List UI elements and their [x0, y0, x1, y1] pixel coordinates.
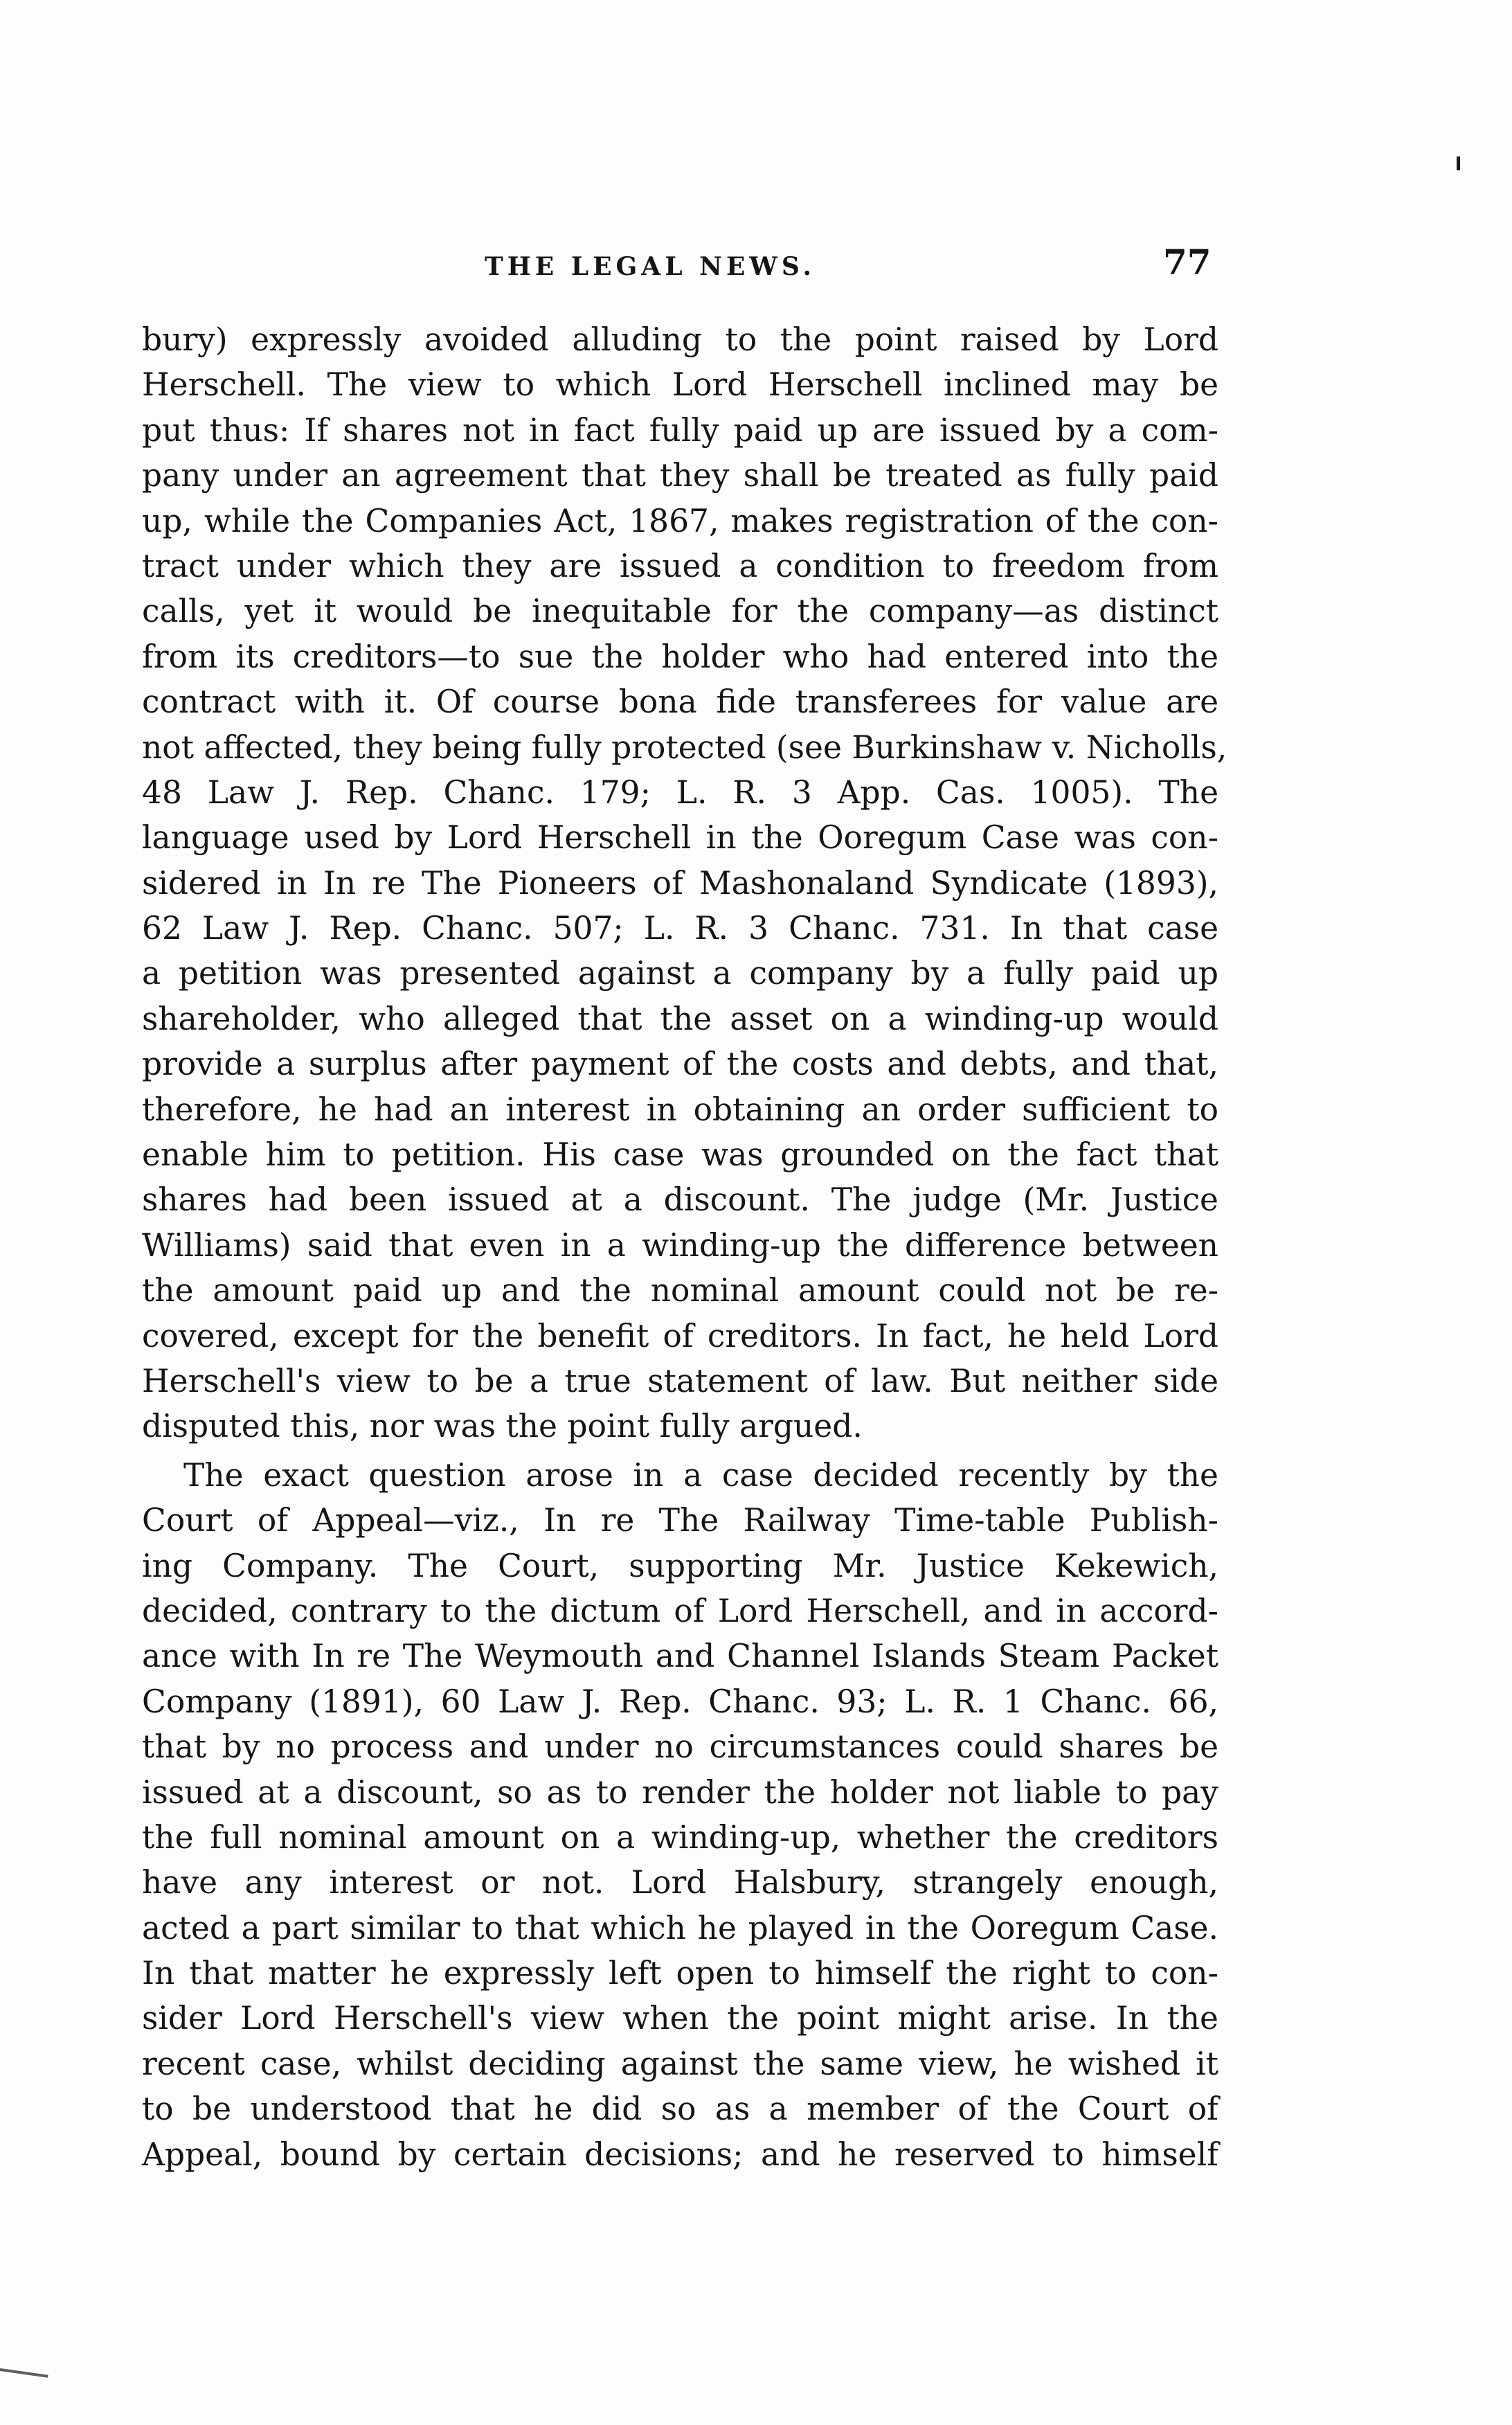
text-line: therefore, he had an interest in obtaining an order sufficient to: [142, 1091, 1218, 1128]
text-line: 48 Law J. Rep. Chanc. 179; L. R. 3 App. Cas. 1005). The: [142, 773, 1218, 811]
text-line: provide a surplus after payment of the costs and debts, and that,: [142, 1046, 1218, 1083]
text-line: the full nominal amount on a winding-up, whether the creditors: [142, 1818, 1218, 1856]
text-line: shares had been issued at a discount. The judge (Mr. Justice: [142, 1181, 1218, 1219]
print-mark: [1457, 156, 1460, 170]
text-line: Company (1891), 60 Law J. Rep. Chanc. 93; L. R. 1 Chanc. 66,: [142, 1683, 1218, 1720]
text-line: sider Lord Herschell's view when the point might arise. In the: [142, 2000, 1218, 2037]
scan-edge-mark: [0, 2368, 48, 2378]
text-line: the amount paid up and the nominal amount could not be re-: [142, 1272, 1218, 1309]
text-line: to be understood that he did so as a member of the Court of: [142, 2091, 1218, 2128]
text-line: Court of Appeal—viz., In re The Railway Time-table Publish-: [142, 1502, 1218, 1539]
text-line: The exact question arose in a case decided recently by the: [183, 1456, 1218, 1494]
text-line: Williams) said that even in a winding-up the difference between: [142, 1226, 1218, 1264]
text-line: a petition was presented against a company by a fully paid up: [142, 955, 1218, 992]
text-line: have any interest or not. Lord Halsbury, strangely enough,: [142, 1864, 1218, 1901]
text-line: In that matter he expressly left open to himself the right to con-: [142, 1955, 1218, 1992]
text-line: covered, except for the benefit of creditors. In fact, he held Lord: [142, 1317, 1218, 1354]
text-line: put thus: If shares not in fact fully paid up are issued by a com-: [142, 411, 1218, 449]
text-line: up, while the Companies Act, 1867, makes registration of the con-: [142, 502, 1218, 539]
text-line: from its creditors—to sue the holder who had entered into the: [142, 638, 1218, 675]
paragraph-2: [142, 1453, 1218, 2177]
text-line: not affected, they being fully protected (see Burkinshaw v. Nicholls,: [142, 728, 1227, 766]
text-line: recent case, whilst deciding against the same view, he wished it: [142, 2045, 1218, 2082]
text-line: Appeal, bound by certain decisions; and he reserved to himself: [142, 2136, 1218, 2173]
text-line: enable him to petition. His case was grounded on the fact that: [142, 1136, 1218, 1174]
text-line: contract with it. Of course bona fide transferees for value are: [142, 683, 1218, 721]
text-line: tract under which they are issued a condition to freedom from: [142, 547, 1218, 584]
text-line: Herschell. The view to which Lord Herschell inclined may be: [142, 366, 1218, 404]
text-line: Herschell's view to be a true statement of law. But neither side: [142, 1362, 1218, 1399]
text-line: calls, yet it would be inequitable for the company—as distinct: [142, 593, 1218, 630]
text-line: 62 Law J. Rep. Chanc. 507; L. R. 3 Chanc. 731. In that case: [142, 910, 1218, 947]
text-line: disputed this, nor was the point fully argued.: [142, 1408, 863, 1445]
text-line: that by no process and under no circumstances could shares be: [142, 1728, 1218, 1766]
text-line: acted a part similar to that which he played in the Ooregum Case.: [142, 1909, 1218, 1947]
page-number: 77: [1163, 242, 1212, 283]
text-line: language used by Lord Herschell in the Ooregum Case was con-: [142, 819, 1218, 857]
journal-title: THE LEGAL NEWS.: [485, 252, 816, 281]
text-line: decided, contrary to the dictum of Lord Herschell, and in accord-: [142, 1592, 1218, 1629]
text-line: pany under an agreement that they shall be treated as fully paid: [142, 457, 1218, 494]
article-body: [142, 317, 1227, 2177]
text-line: ance with In re The Weymouth and Channel Islands Steam Packet: [142, 1638, 1218, 1675]
text-line: issued at a discount, so as to render the holder not liable to pay: [142, 1773, 1218, 1811]
text-line: shareholder, who alleged that the asset on a winding-up would: [142, 1000, 1218, 1037]
text-line: sidered in In re The Pioneers of Mashonaland Syndicate (1893),: [142, 864, 1218, 902]
text-line: ing Company. The Court, supporting Mr. Justice Kekewich,: [142, 1547, 1218, 1584]
paragraph-1: [142, 317, 1227, 1449]
running-head: [485, 242, 1246, 287]
text-line: bury) expressly avoided alluding to the point raised by Lord: [142, 321, 1218, 358]
